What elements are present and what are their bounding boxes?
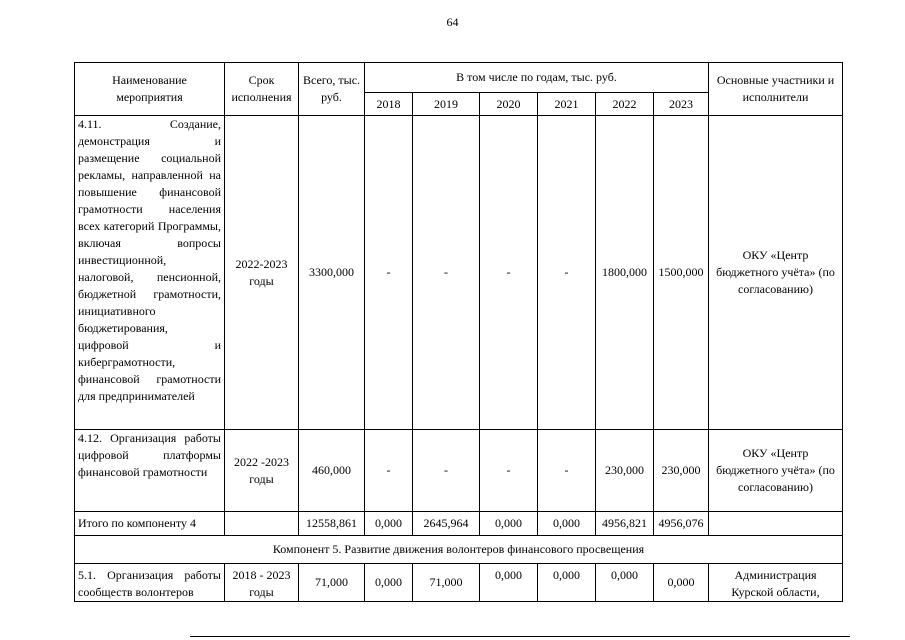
value-2020: - [480, 430, 538, 512]
total-sum: 12558,861 [299, 512, 365, 536]
total-2021: 0,000 [538, 512, 596, 536]
total-2023: 4956,076 [654, 512, 709, 536]
value-2018: - [365, 430, 413, 512]
value-2018: 0,000 [365, 564, 413, 602]
value-2020: - [480, 116, 538, 430]
header-total: Всего, тыс. руб. [299, 63, 365, 116]
value-2022: 1800,000 [596, 116, 654, 430]
year-2018: 2018 [365, 93, 413, 116]
component-5-title: Компонент 5. Развитие движения волонтеров финансового просвещения [75, 536, 843, 564]
component-row [75, 536, 843, 564]
total-2022: 4956,821 [596, 512, 654, 536]
value-2021: - [538, 116, 596, 430]
page-number: 64 [446, 15, 459, 29]
header-row [75, 63, 843, 93]
value-2023: 230,000 [654, 430, 709, 512]
table-row [75, 430, 843, 512]
activity-term: 2018 - 2023 годы [225, 564, 299, 602]
total-2019: 2645,964 [413, 512, 480, 536]
program-table [74, 62, 843, 602]
activity-participants: ОКУ «Центр бюджетного учёта» (по согласованию) [709, 116, 843, 430]
activity-name: 5.1. Организация работы сообществ волонтеров [75, 564, 225, 602]
value-2022: 230,000 [596, 430, 654, 512]
page-bottom-rule [190, 636, 850, 637]
total-row [75, 512, 843, 536]
value-2023: 0,000 [654, 564, 709, 602]
value-2018: - [365, 116, 413, 430]
value-2021: - [538, 430, 596, 512]
total-label: Итого по компоненту 4 [75, 512, 225, 536]
table-row [75, 116, 843, 430]
activity-term: 2022 -2023 годы [225, 430, 299, 512]
value-2023: 1500,000 [654, 116, 709, 430]
activity-total: 460,000 [299, 430, 365, 512]
value-2019: 71,000 [413, 564, 480, 602]
year-2021: 2021 [538, 93, 596, 116]
year-2022: 2022 [596, 93, 654, 116]
value-2019: - [413, 116, 480, 430]
activity-total: 3300,000 [299, 116, 365, 430]
year-2023: 2023 [654, 93, 709, 116]
total-2018: 0,000 [365, 512, 413, 536]
activity-name: 4.12. Организация работы цифровой платформы финансовой грамотности [75, 430, 225, 512]
value-2021: 0,000 [538, 564, 596, 602]
header-term: Срок исполнения [225, 63, 299, 116]
activity-name: 4.11. Создание, демонстрация и размещение социальной рекламы, направленной на повышение финансовой грамотности населения всех категорий Программы, включая вопросы инвестиционной, налоговой, пенсионной, бюджетной грамотности, инициативного бюджетирования, цифровой и киберграмотности, финансовой грамотности для предпринимателей [75, 116, 225, 430]
activity-participants: Администрация Курской области, [709, 564, 843, 602]
total-2020: 0,000 [480, 512, 538, 536]
table-row [75, 564, 843, 602]
value-2019: - [413, 430, 480, 512]
activity-term: 2022-2023 годы [225, 116, 299, 430]
year-2020: 2020 [480, 93, 538, 116]
activity-participants: ОКУ «Центр бюджетного учёта» (по согласованию) [709, 430, 843, 512]
total-participants [709, 512, 843, 536]
total-term [225, 512, 299, 536]
header-name: Наименование мероприятия [75, 63, 225, 116]
header-participants: Основные участники и исполнители [709, 63, 843, 116]
value-2022: 0,000 [596, 564, 654, 602]
header-by-years: В том числе по годам, тыс. руб. [365, 63, 709, 93]
year-2019: 2019 [413, 93, 480, 116]
activity-total: 71,000 [299, 564, 365, 602]
value-2020: 0,000 [480, 564, 538, 602]
